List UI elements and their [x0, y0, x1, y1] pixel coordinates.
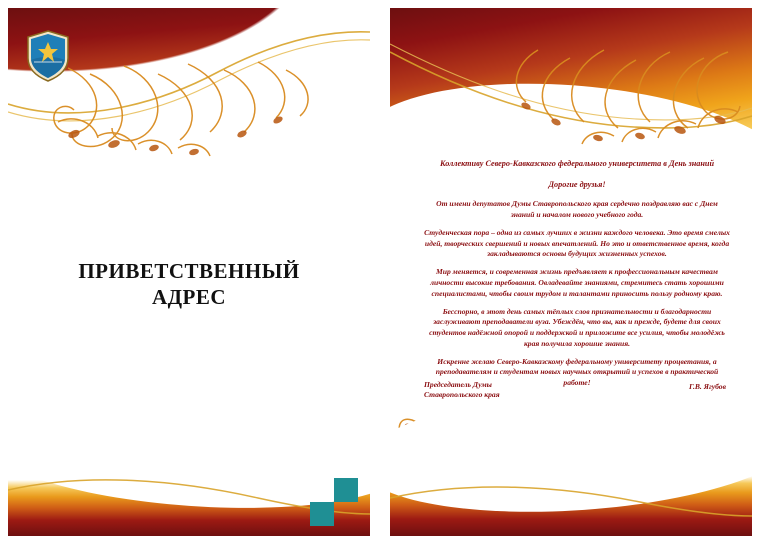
- address-paragraph-2: Студенческая пора – одна из самых лучших в жизни каждого человека. Это время смелых идей, творческих свершений и новых впечатлений. Но это и ответственное время, когда закладываются основы будущих жизненных успехов.: [424, 227, 730, 259]
- right-page: [390, 8, 752, 536]
- signatory-position-line-2: Ставропольского края: [424, 390, 500, 400]
- page-title: [8, 258, 370, 311]
- left-page: [8, 8, 370, 536]
- page-title-line-2: АДРЕС: [151, 285, 227, 310]
- teal-square-accent-2: [310, 502, 334, 526]
- signatory-position-line-1: Председатель Думы: [424, 380, 492, 389]
- address-paragraph-4: Бесспорно, в этот день самых тёплых слов признательности и благодарности заслуживают преподаватели вуза. Убеждён, что вы, как и прежде, будете для своих студентов надёжной опорой и поддержкой и приложите все усилия, чтобы молодёжь края получила хорошие знания.: [429, 306, 725, 348]
- address-paragraph-3: Мир меняется, и современная жизнь предъявляет к профессиональным качествам личности высокие требования. Овладевайте знаниями, стремитесь стать хорошими специалистами, чтобы своим трудом и талантами приносить пользу родному краю.: [430, 267, 724, 298]
- address-heading: Коллективу Северо-Кавказского федерального университета в День знаний: [439, 159, 715, 168]
- page-title-line-1: ПРИВЕТСТВЕННЫЙ: [78, 259, 300, 283]
- coat-of-arms-icon: [26, 30, 70, 82]
- teal-square-accent-1: [334, 478, 358, 502]
- address-salutation: Дорогие друзья!: [548, 179, 606, 189]
- signatory-position: [424, 380, 500, 401]
- signatory-name: Г.В. Ягубов: [688, 382, 726, 391]
- address-text-body: [424, 158, 730, 396]
- address-paragraph-1: От имени депутатов Думы Ставропольского края сердечно поздравляю вас с Днем знаний и началом нового учебного года.: [436, 199, 718, 220]
- address-paragraph-5: Искренне желаю Северо-Кавказскому федеральному университету процветания, а преподавателям и студентам новых научных открытий и успехов в практической работе!: [435, 356, 719, 388]
